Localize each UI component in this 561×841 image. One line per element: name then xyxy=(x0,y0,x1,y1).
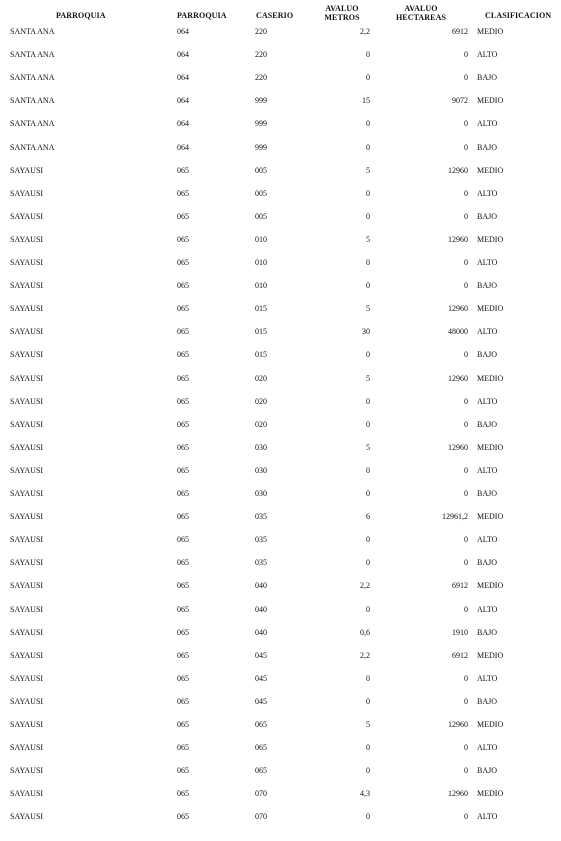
row-avaluo-hectareas: 0 xyxy=(464,812,468,822)
row-clasificacion: MEDIO xyxy=(477,789,504,799)
row-avaluo-metros: 0 xyxy=(366,766,370,776)
row-codigo: 065 xyxy=(177,396,189,406)
row-codigo: 065 xyxy=(177,489,189,498)
row-clasificacion: ALTO xyxy=(477,673,498,683)
row-clasificacion: BAJO xyxy=(477,211,498,221)
row-clasificacion: MEDIO xyxy=(477,512,504,522)
row-caserio: 010 xyxy=(255,234,267,244)
header-avaluo-hectareas-line2: HECTAREAS xyxy=(395,13,447,22)
row-avaluo-metros: 0 xyxy=(366,50,370,60)
row-caserio: 005 xyxy=(255,211,267,221)
row-clasificacion: ALTO xyxy=(477,119,498,129)
table-row xyxy=(0,396,561,408)
row-avaluo-metros: 0 xyxy=(366,535,370,545)
row-caserio: 005 xyxy=(255,188,267,198)
row-avaluo-metros: 0 xyxy=(366,142,370,152)
row-avaluo-metros: 0 xyxy=(366,188,370,198)
row-parroquia: SAYAUSI xyxy=(10,396,44,406)
row-clasificacion: BAJO xyxy=(477,281,498,291)
table-row xyxy=(0,26,561,38)
row-parroquia: SAYAUSI xyxy=(10,581,44,591)
row-avaluo-hectareas: 12960 xyxy=(448,304,468,314)
row-clasificacion: ALTO xyxy=(477,258,498,267)
row-avaluo-hectareas: 0 xyxy=(464,535,468,545)
header-clasificacion: CLASIFICACION xyxy=(485,11,552,20)
row-caserio: 020 xyxy=(255,396,267,406)
row-avaluo-hectareas: 0 xyxy=(464,673,468,683)
row-avaluo-hectareas: 0 xyxy=(464,50,468,60)
row-avaluo-metros: 0 xyxy=(366,419,370,429)
row-parroquia: SAYAUSI xyxy=(10,743,44,753)
row-clasificacion: MEDIO xyxy=(477,581,504,591)
table-row xyxy=(0,234,561,246)
row-avaluo-hectareas: 0 xyxy=(464,188,468,198)
row-parroquia: SAYAUSI xyxy=(10,696,44,706)
row-caserio: 015 xyxy=(255,304,267,314)
header-caserio: CASERIO xyxy=(256,11,294,20)
row-caserio: 010 xyxy=(255,281,267,291)
row-codigo: 065 xyxy=(177,258,189,267)
table-row xyxy=(0,465,561,477)
row-codigo: 064 xyxy=(177,50,189,60)
row-avaluo-metros: 4,3 xyxy=(360,789,370,799)
row-avaluo-hectareas: 0 xyxy=(464,258,468,267)
row-avaluo-metros: 5 xyxy=(366,720,370,729)
row-clasificacion: BAJO xyxy=(477,73,498,83)
row-avaluo-hectareas: 0 xyxy=(464,396,468,406)
row-parroquia: SAYAUSI xyxy=(10,673,44,683)
row-caserio: 065 xyxy=(255,720,267,729)
table-row xyxy=(0,511,561,523)
row-codigo: 065 xyxy=(177,211,189,221)
table-row xyxy=(0,118,561,130)
row-clasificacion: BAJO xyxy=(477,350,498,360)
header-avaluo-metros-line2: METROS xyxy=(324,13,360,22)
row-caserio: 035 xyxy=(255,512,267,522)
row-parroquia: SANTA ANA xyxy=(10,50,55,60)
row-codigo: 064 xyxy=(177,27,189,36)
row-codigo: 065 xyxy=(177,673,189,683)
row-avaluo-metros: 0 xyxy=(366,812,370,822)
row-parroquia: SAYAUSI xyxy=(10,350,44,360)
row-parroquia: SAYAUSI xyxy=(10,304,44,314)
row-codigo: 065 xyxy=(177,419,189,429)
row-avaluo-metros: 0 xyxy=(366,673,370,683)
row-avaluo-hectareas: 0 xyxy=(464,119,468,129)
row-parroquia: SAYAUSI xyxy=(10,465,44,475)
table-row xyxy=(0,72,561,84)
row-parroquia: SAYAUSI xyxy=(10,604,44,614)
row-clasificacion: BAJO xyxy=(477,558,498,568)
row-caserio: 070 xyxy=(255,789,267,799)
row-clasificacion: MEDIO xyxy=(477,720,504,729)
row-avaluo-hectareas: 0 xyxy=(464,419,468,429)
header-avaluo-metros-line1: AVALUO xyxy=(325,4,359,13)
row-parroquia: SAYAUSI xyxy=(10,165,44,175)
row-codigo: 065 xyxy=(177,281,189,291)
row-avaluo-metros: 5 xyxy=(366,165,370,175)
table-row xyxy=(0,811,561,823)
row-caserio: 040 xyxy=(255,627,267,637)
row-clasificacion: MEDIO xyxy=(477,165,504,175)
row-clasificacion: ALTO xyxy=(477,50,498,60)
row-parroquia: SANTA ANA xyxy=(10,119,55,129)
row-avaluo-hectareas: 0 xyxy=(464,604,468,614)
row-parroquia: SAYAUSI xyxy=(10,558,44,568)
row-clasificacion: MEDIO xyxy=(477,442,504,452)
row-parroquia: SAYAUSI xyxy=(10,234,44,244)
row-caserio: 065 xyxy=(255,766,267,776)
row-avaluo-hectareas: 12960 xyxy=(448,720,468,729)
row-clasificacion: MEDIO xyxy=(477,234,504,244)
row-parroquia: SAYAUSI xyxy=(10,650,44,660)
table-row xyxy=(0,280,561,292)
row-avaluo-hectareas: 9072 xyxy=(452,96,468,106)
row-parroquia: SANTA ANA xyxy=(10,73,55,83)
table-row xyxy=(0,580,561,592)
row-clasificacion: MEDIO xyxy=(477,650,504,660)
row-codigo: 065 xyxy=(177,512,189,522)
row-caserio: 045 xyxy=(255,696,267,706)
row-parroquia: SAYAUSI xyxy=(10,720,44,729)
row-caserio: 015 xyxy=(255,327,267,337)
row-avaluo-hectareas: 6912 xyxy=(452,581,468,591)
row-clasificacion: MEDIO xyxy=(477,27,504,36)
row-avaluo-metros: 15 xyxy=(362,96,370,106)
row-clasificacion: BAJO xyxy=(477,627,498,637)
row-clasificacion: BAJO xyxy=(477,142,498,152)
row-avaluo-metros: 30 xyxy=(362,327,370,337)
row-parroquia: SAYAUSI xyxy=(10,442,44,452)
row-clasificacion: BAJO xyxy=(477,696,498,706)
table-row xyxy=(0,257,561,269)
row-codigo: 065 xyxy=(177,535,189,545)
header-avaluo-metros xyxy=(316,4,368,22)
row-caserio: 035 xyxy=(255,535,267,545)
row-codigo: 065 xyxy=(177,373,189,383)
row-codigo: 064 xyxy=(177,96,189,106)
row-avaluo-hectareas: 12960 xyxy=(448,165,468,175)
row-avaluo-metros: 0 xyxy=(366,743,370,753)
row-avaluo-metros: 5 xyxy=(366,304,370,314)
header-avaluo-hectareas xyxy=(391,4,451,22)
row-caserio: 045 xyxy=(255,673,267,683)
row-avaluo-metros: 0 xyxy=(366,396,370,406)
table-row xyxy=(0,534,561,546)
row-avaluo-metros: 5 xyxy=(366,373,370,383)
row-parroquia: SAYAUSI xyxy=(10,627,44,637)
row-avaluo-hectareas: 0 xyxy=(464,142,468,152)
row-clasificacion: BAJO xyxy=(477,419,498,429)
table-row xyxy=(0,719,561,731)
row-avaluo-hectareas: 48000 xyxy=(448,327,468,337)
row-clasificacion: ALTO xyxy=(477,604,498,614)
row-caserio: 035 xyxy=(255,558,267,568)
row-clasificacion: MEDIO xyxy=(477,96,504,106)
row-codigo: 065 xyxy=(177,627,189,637)
row-parroquia: SAYAUSI xyxy=(10,535,44,545)
row-caserio: 030 xyxy=(255,489,267,498)
row-clasificacion: ALTO xyxy=(477,743,498,753)
table-row xyxy=(0,49,561,61)
row-caserio: 030 xyxy=(255,465,267,475)
row-caserio: 045 xyxy=(255,650,267,660)
row-caserio: 220 xyxy=(255,27,267,36)
row-avaluo-hectareas: 0 xyxy=(464,465,468,475)
row-avaluo-hectareas: 12961,2 xyxy=(442,512,468,522)
table-row xyxy=(0,627,561,639)
row-avaluo-metros: 2,2 xyxy=(360,27,370,36)
row-avaluo-hectareas: 12960 xyxy=(448,373,468,383)
row-avaluo-metros: 0 xyxy=(366,489,370,498)
row-avaluo-metros: 0 xyxy=(366,604,370,614)
row-caserio: 220 xyxy=(255,73,267,83)
row-caserio: 020 xyxy=(255,419,267,429)
row-parroquia: SAYAUSI xyxy=(10,766,44,776)
table-row xyxy=(0,349,561,361)
row-caserio: 015 xyxy=(255,350,267,360)
row-avaluo-hectareas: 0 xyxy=(464,558,468,568)
row-codigo: 065 xyxy=(177,604,189,614)
row-codigo: 065 xyxy=(177,188,189,198)
table-row xyxy=(0,604,561,616)
row-avaluo-hectareas: 0 xyxy=(464,281,468,291)
row-codigo: 065 xyxy=(177,350,189,360)
row-avaluo-metros: 0 xyxy=(366,258,370,267)
row-parroquia: SAYAUSI xyxy=(10,419,44,429)
table-row xyxy=(0,488,561,500)
row-avaluo-hectareas: 6912 xyxy=(452,27,468,36)
row-parroquia: SAYAUSI xyxy=(10,512,44,522)
row-avaluo-metros: 0 xyxy=(366,465,370,475)
row-avaluo-metros: 5 xyxy=(366,442,370,452)
row-avaluo-hectareas: 0 xyxy=(464,696,468,706)
row-avaluo-metros: 2,2 xyxy=(360,581,370,591)
header-avaluo-hectareas-line1: AVALUO xyxy=(404,4,438,13)
row-avaluo-hectareas: 12960 xyxy=(448,234,468,244)
row-avaluo-metros: 0 xyxy=(366,73,370,83)
table-row xyxy=(0,188,561,200)
table-row xyxy=(0,673,561,685)
row-parroquia: SAYAUSI xyxy=(10,258,44,267)
row-codigo: 065 xyxy=(177,304,189,314)
row-clasificacion: ALTO xyxy=(477,535,498,545)
header-parroquia-code: PARROQUIA xyxy=(177,11,227,20)
row-parroquia: SANTA ANA xyxy=(10,96,55,106)
row-caserio: 020 xyxy=(255,373,267,383)
row-caserio: 220 xyxy=(255,50,267,60)
row-clasificacion: ALTO xyxy=(477,465,498,475)
row-codigo: 064 xyxy=(177,119,189,129)
row-clasificacion: ALTO xyxy=(477,327,498,337)
row-caserio: 999 xyxy=(255,119,267,129)
row-avaluo-metros: 0 xyxy=(366,696,370,706)
row-avaluo-metros: 0 xyxy=(366,558,370,568)
row-avaluo-hectareas: 0 xyxy=(464,489,468,498)
table-row xyxy=(0,696,561,708)
row-avaluo-metros: 2,2 xyxy=(360,650,370,660)
row-clasificacion: ALTO xyxy=(477,812,498,822)
row-codigo: 065 xyxy=(177,720,189,729)
row-caserio: 070 xyxy=(255,812,267,822)
row-avaluo-hectareas: 6912 xyxy=(452,650,468,660)
row-caserio: 005 xyxy=(255,165,267,175)
table-row xyxy=(0,419,561,431)
row-avaluo-metros: 0 xyxy=(366,281,370,291)
table-row xyxy=(0,211,561,223)
row-caserio: 065 xyxy=(255,743,267,753)
row-avaluo-hectareas: 0 xyxy=(464,350,468,360)
row-parroquia: SAYAUSI xyxy=(10,327,44,337)
row-avaluo-hectareas: 12960 xyxy=(448,442,468,452)
row-codigo: 065 xyxy=(177,789,189,799)
row-caserio: 999 xyxy=(255,142,267,152)
row-caserio: 040 xyxy=(255,604,267,614)
row-codigo: 065 xyxy=(177,558,189,568)
row-parroquia: SAYAUSI xyxy=(10,211,44,221)
row-avaluo-metros: 6 xyxy=(366,512,370,522)
row-codigo: 065 xyxy=(177,165,189,175)
row-codigo: 065 xyxy=(177,465,189,475)
table-row xyxy=(0,142,561,154)
row-parroquia: SAYAUSI xyxy=(10,373,44,383)
row-codigo: 065 xyxy=(177,696,189,706)
row-clasificacion: MEDIO xyxy=(477,304,504,314)
header-parroquia-name: PARROQUIA xyxy=(56,11,106,20)
table-row xyxy=(0,303,561,315)
table-row xyxy=(0,742,561,754)
row-codigo: 065 xyxy=(177,581,189,591)
table-row xyxy=(0,765,561,777)
row-caserio: 010 xyxy=(255,258,267,267)
table-row xyxy=(0,373,561,385)
row-codigo: 065 xyxy=(177,766,189,776)
row-parroquia: SANTA ANA xyxy=(10,142,55,152)
row-avaluo-metros: 0 xyxy=(366,119,370,129)
row-clasificacion: MEDIO xyxy=(477,373,504,383)
table-row xyxy=(0,442,561,454)
row-clasificacion: ALTO xyxy=(477,396,498,406)
table-row xyxy=(0,326,561,338)
table-row xyxy=(0,650,561,662)
row-avaluo-metros: 0 xyxy=(366,211,370,221)
row-avaluo-metros: 0,6 xyxy=(360,627,370,637)
row-avaluo-hectareas: 0 xyxy=(464,743,468,753)
row-clasificacion: BAJO xyxy=(477,489,498,498)
row-caserio: 040 xyxy=(255,581,267,591)
row-codigo: 065 xyxy=(177,327,189,337)
row-parroquia: SAYAUSI xyxy=(10,789,44,799)
row-codigo: 065 xyxy=(177,234,189,244)
row-codigo: 065 xyxy=(177,743,189,753)
row-parroquia: SAYAUSI xyxy=(10,489,44,498)
row-avaluo-metros: 0 xyxy=(366,350,370,360)
row-codigo: 064 xyxy=(177,73,189,83)
row-codigo: 065 xyxy=(177,650,189,660)
row-codigo: 065 xyxy=(177,812,189,822)
row-avaluo-hectareas: 0 xyxy=(464,73,468,83)
table-row xyxy=(0,95,561,107)
row-parroquia: SAYAUSI xyxy=(10,812,44,822)
row-codigo: 064 xyxy=(177,142,189,152)
row-codigo: 065 xyxy=(177,442,189,452)
table-row xyxy=(0,165,561,177)
row-clasificacion: BAJO xyxy=(477,766,498,776)
row-avaluo-hectareas: 1910 xyxy=(452,627,468,637)
table-row xyxy=(0,557,561,569)
row-clasificacion: ALTO xyxy=(477,188,498,198)
row-avaluo-metros: 5 xyxy=(366,234,370,244)
row-parroquia: SAYAUSI xyxy=(10,281,44,291)
row-avaluo-hectareas: 0 xyxy=(464,211,468,221)
row-avaluo-hectareas: 0 xyxy=(464,766,468,776)
row-parroquia: SANTA ANA xyxy=(10,27,55,36)
row-caserio: 999 xyxy=(255,96,267,106)
table-row xyxy=(0,788,561,800)
row-caserio: 030 xyxy=(255,442,267,452)
row-avaluo-hectareas: 12960 xyxy=(448,789,468,799)
row-parroquia: SAYAUSI xyxy=(10,188,44,198)
